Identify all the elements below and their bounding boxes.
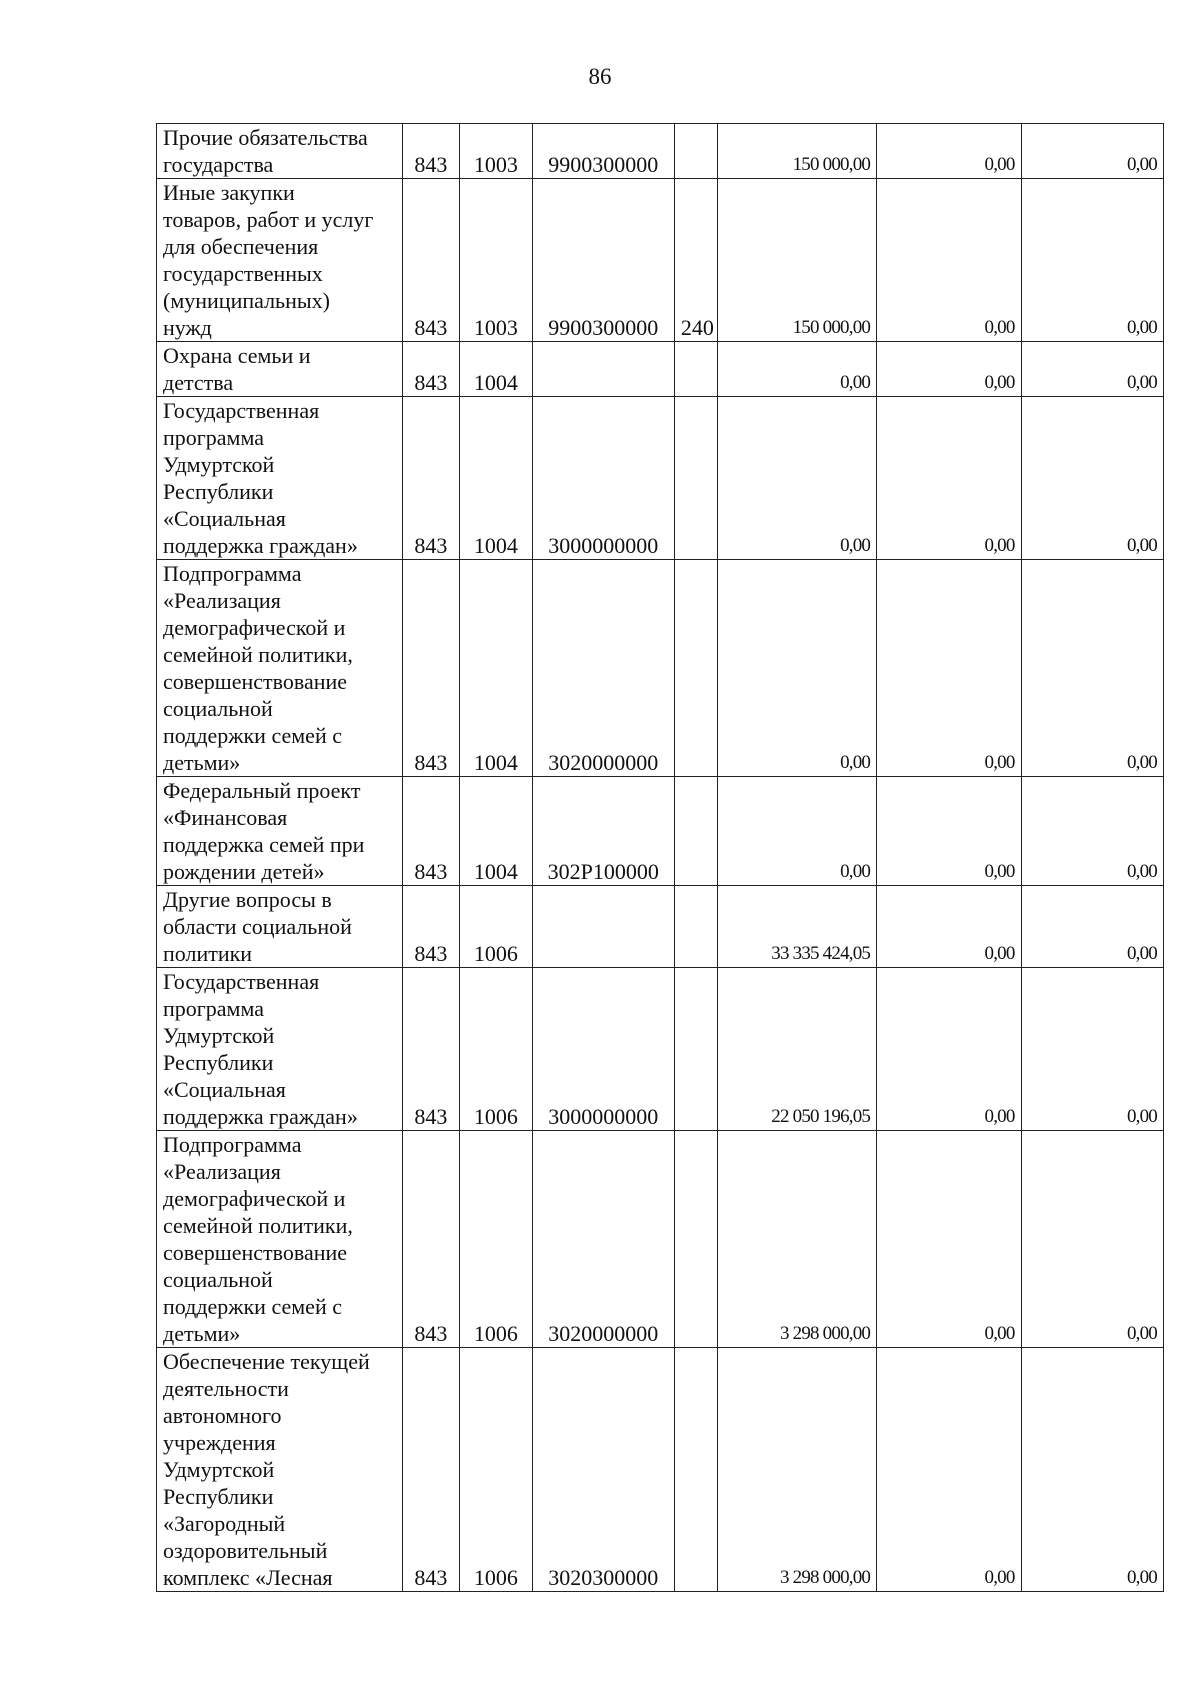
cell-name-line: деятельности xyxy=(163,1376,289,1401)
cell-name-line: Удмуртской xyxy=(163,452,275,477)
cell-name-line: нужд xyxy=(163,315,212,340)
table-row xyxy=(157,777,1164,886)
cell-name-line: «Социальная xyxy=(163,1077,286,1102)
cell-name-line: «Социальная xyxy=(163,506,286,531)
cell-sum-1: 0,00 xyxy=(718,397,877,560)
cell-name-line: социальной xyxy=(163,1267,273,1292)
cell-csr: 3020300000 xyxy=(532,1348,674,1592)
cell-vr xyxy=(674,1131,717,1348)
cell-name-line: Государственная xyxy=(163,398,320,423)
budget-table-body xyxy=(157,124,1164,1592)
cell-name xyxy=(157,886,403,968)
cell-csr: 9900300000 xyxy=(532,179,674,342)
cell-sum-2: 0,00 xyxy=(877,560,1021,777)
table-row xyxy=(157,179,1164,342)
cell-name-line: учреждения xyxy=(163,1430,276,1455)
table-row xyxy=(157,1131,1164,1348)
cell-name-line: (муниципальных) xyxy=(163,288,330,313)
cell-csr: 302P100000 xyxy=(532,777,674,886)
cell-sum-2: 0,00 xyxy=(877,886,1021,968)
cell-sum-3: 0,00 xyxy=(1021,1131,1163,1348)
cell-name-line: Другие вопросы в xyxy=(163,887,332,912)
cell-name-line: Федеральный проект xyxy=(163,778,361,803)
cell-name-line: Удмуртской xyxy=(163,1457,275,1482)
cell-name-line: Республики xyxy=(163,1050,274,1075)
cell-name-line: Иные закупки xyxy=(163,180,295,205)
cell-name-line: для обеспечения xyxy=(163,234,319,259)
cell-ved: 843 xyxy=(402,777,460,886)
cell-sum-3: 0,00 xyxy=(1021,560,1163,777)
table-row xyxy=(157,560,1164,777)
cell-vr xyxy=(674,968,717,1131)
budget-table xyxy=(156,123,1164,1592)
cell-name-line: Обеспечение текущей xyxy=(163,1349,370,1374)
cell-csr: 3000000000 xyxy=(532,397,674,560)
cell-name-line: товаров, работ и услуг xyxy=(163,207,374,232)
cell-name-line: рождении детей» xyxy=(163,859,325,884)
cell-vr xyxy=(674,777,717,886)
cell-name-line: социальной xyxy=(163,696,273,721)
cell-ved: 843 xyxy=(402,124,460,179)
cell-ved: 843 xyxy=(402,1131,460,1348)
cell-csr: 3000000000 xyxy=(532,968,674,1131)
cell-sum-3: 0,00 xyxy=(1021,397,1163,560)
cell-name-line: «Реализация xyxy=(163,588,281,613)
cell-name-line: государственных xyxy=(163,261,323,286)
cell-sum-3: 0,00 xyxy=(1021,886,1163,968)
cell-sum-3: 0,00 xyxy=(1021,179,1163,342)
cell-vr xyxy=(674,342,717,397)
cell-name-line: поддержка семей при xyxy=(163,832,365,857)
cell-name-line: совершенствование xyxy=(163,1240,348,1265)
cell-sum-3: 0,00 xyxy=(1021,1348,1163,1592)
cell-ved: 843 xyxy=(402,560,460,777)
cell-name-line: Удмуртской xyxy=(163,1023,275,1048)
cell-sum-3: 0,00 xyxy=(1021,968,1163,1131)
cell-rz: 1003 xyxy=(460,124,532,179)
cell-sum-2: 0,00 xyxy=(877,1131,1021,1348)
cell-name-line: «Загородный xyxy=(163,1511,286,1536)
cell-name-line: области социальной xyxy=(163,914,352,939)
cell-name-line: политики xyxy=(163,941,253,966)
cell-name-line: поддержки семей с xyxy=(163,723,342,748)
cell-vr xyxy=(674,886,717,968)
cell-rz: 1006 xyxy=(460,1348,532,1592)
cell-name-line: детства xyxy=(163,370,234,395)
cell-name-line: «Реализация xyxy=(163,1159,281,1184)
cell-sum-1: 0,00 xyxy=(718,777,877,886)
cell-sum-2: 0,00 xyxy=(877,968,1021,1131)
cell-sum-2: 0,00 xyxy=(877,777,1021,886)
cell-vr xyxy=(674,1348,717,1592)
cell-name-line: совершенствование xyxy=(163,669,348,694)
cell-name-line: детьми» xyxy=(163,1321,241,1346)
cell-ved: 843 xyxy=(402,179,460,342)
cell-csr xyxy=(532,886,674,968)
cell-sum-1: 150 000,00 xyxy=(718,179,877,342)
cell-name-line: программа xyxy=(163,425,265,450)
cell-name-line: семейной политики, xyxy=(163,1213,353,1238)
cell-rz: 1004 xyxy=(460,560,532,777)
cell-name-line: государства xyxy=(163,152,274,177)
cell-sum-2: 0,00 xyxy=(877,342,1021,397)
cell-name-line: Подпрограмма xyxy=(163,1132,302,1157)
cell-name-line: детьми» xyxy=(163,750,241,775)
cell-name-line: комплекс «Лесная xyxy=(163,1565,333,1590)
cell-sum-1: 0,00 xyxy=(718,342,877,397)
cell-rz: 1003 xyxy=(460,179,532,342)
cell-sum-1: 3 298 000,00 xyxy=(718,1131,877,1348)
cell-name-line: Охрана семьи и xyxy=(163,343,311,368)
cell-sum-1: 3 298 000,00 xyxy=(718,1348,877,1592)
cell-csr xyxy=(532,342,674,397)
cell-name-line: поддержка граждан» xyxy=(163,533,358,558)
cell-name xyxy=(157,560,403,777)
cell-name xyxy=(157,397,403,560)
cell-vr xyxy=(674,560,717,777)
cell-name xyxy=(157,1348,403,1592)
cell-ved: 843 xyxy=(402,1348,460,1592)
cell-sum-2: 0,00 xyxy=(877,179,1021,342)
cell-name-line: оздоровительный xyxy=(163,1538,328,1563)
cell-sum-1: 22 050 196,05 xyxy=(718,968,877,1131)
cell-sum-3: 0,00 xyxy=(1021,342,1163,397)
cell-name xyxy=(157,179,403,342)
table-row xyxy=(157,1348,1164,1592)
cell-sum-1: 150 000,00 xyxy=(718,124,877,179)
cell-name-line: Подпрограмма xyxy=(163,561,302,586)
table-row xyxy=(157,968,1164,1131)
cell-rz: 1006 xyxy=(460,968,532,1131)
cell-csr: 9900300000 xyxy=(532,124,674,179)
cell-name-line: автономного xyxy=(163,1403,282,1428)
cell-vr: 240 xyxy=(674,179,717,342)
cell-name xyxy=(157,968,403,1131)
cell-sum-3: 0,00 xyxy=(1021,124,1163,179)
cell-sum-2: 0,00 xyxy=(877,1348,1021,1592)
cell-ved: 843 xyxy=(402,886,460,968)
cell-name-line: семейной политики, xyxy=(163,642,353,667)
cell-rz: 1004 xyxy=(460,342,532,397)
cell-rz: 1004 xyxy=(460,397,532,560)
cell-name-line: Республики xyxy=(163,1484,274,1509)
cell-rz: 1006 xyxy=(460,1131,532,1348)
cell-sum-2: 0,00 xyxy=(877,397,1021,560)
cell-name-line: поддержки семей с xyxy=(163,1294,342,1319)
cell-sum-1: 0,00 xyxy=(718,560,877,777)
cell-vr xyxy=(674,397,717,560)
cell-rz: 1004 xyxy=(460,777,532,886)
cell-name-line: Государственная xyxy=(163,969,320,994)
table-row xyxy=(157,342,1164,397)
page-number: 86 xyxy=(588,64,612,89)
cell-name xyxy=(157,124,403,179)
table-row xyxy=(157,397,1164,560)
cell-name-line: программа xyxy=(163,996,265,1021)
cell-name-line: Республики xyxy=(163,479,274,504)
cell-rz: 1006 xyxy=(460,886,532,968)
cell-sum-2: 0,00 xyxy=(877,124,1021,179)
cell-vr xyxy=(674,124,717,179)
cell-sum-3: 0,00 xyxy=(1021,777,1163,886)
cell-name-line: «Финансовая xyxy=(163,805,288,830)
cell-name-line: Прочие обязательства xyxy=(163,125,368,150)
cell-name-line: демографической и xyxy=(163,1186,346,1211)
cell-name xyxy=(157,342,403,397)
cell-ved: 843 xyxy=(402,397,460,560)
cell-csr: 3020000000 xyxy=(532,1131,674,1348)
cell-name xyxy=(157,777,403,886)
cell-sum-1: 33 335 424,05 xyxy=(718,886,877,968)
cell-ved: 843 xyxy=(402,968,460,1131)
table-row xyxy=(157,124,1164,179)
cell-name xyxy=(157,1131,403,1348)
cell-ved: 843 xyxy=(402,342,460,397)
cell-name-line: поддержка граждан» xyxy=(163,1104,358,1129)
cell-name-line: демографической и xyxy=(163,615,346,640)
cell-csr: 3020000000 xyxy=(532,560,674,777)
table-row xyxy=(157,886,1164,968)
